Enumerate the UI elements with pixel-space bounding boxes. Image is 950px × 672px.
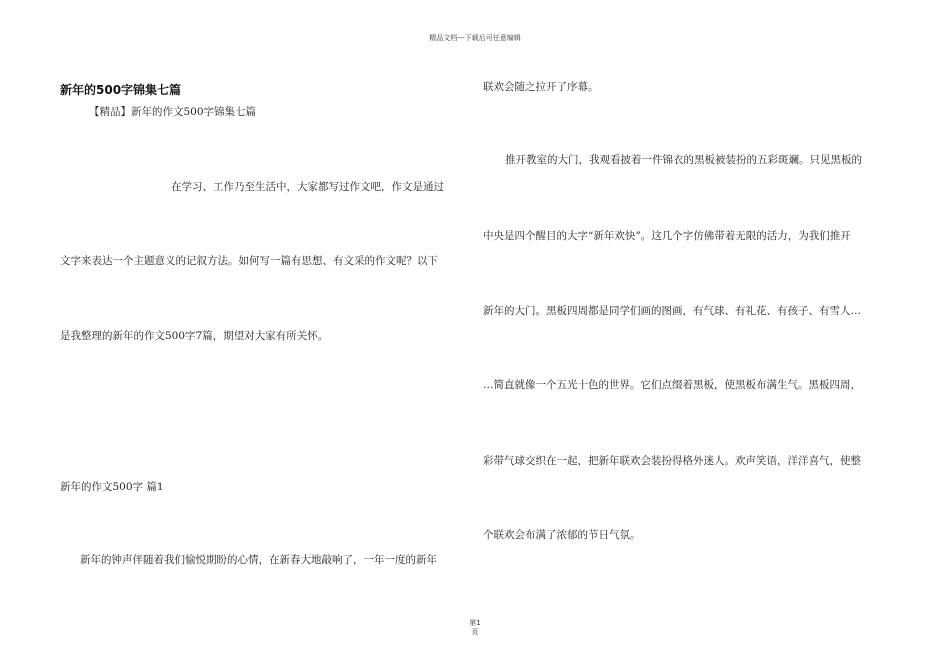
intro-line-1: 在学习、工作乃至生活中，大家都写过作文吧，作文是通过 (171, 181, 444, 193)
right-body-line-1: 联欢会随之拉开了序幕。 (483, 81, 599, 93)
intro-line-3: 是我整理的新年的作文500字7篇，期望对大家有所关怀。 (60, 330, 329, 342)
section-heading: 新年的作文500字 篇1 (60, 481, 164, 493)
page-unit: 页 (471, 628, 479, 636)
right-body-line-2: 推开教室的大门，我观看披着一件锦衣的黑板被装扮的五彩斑斓。只见黑板的 (505, 154, 862, 166)
left-body-line-1: 新年的钟声伴随着我们愉悦期盼的心情，在新春大地敲响了，一年一度的新年 (80, 554, 437, 566)
right-body-line-3: 中央是四个醒目的大字“新年欢快”。这几个字仿佛带着无限的活力，为我们推开 (483, 230, 851, 242)
page-footer (0, 619, 950, 637)
page-header: 精品文档---下载后可任意编辑 (429, 34, 521, 42)
document-subtitle: 【精品】新年的作文500字锦集七篇 (89, 106, 257, 118)
right-body-line-7: 个联欢会布满了浓郁的节日气氛。 (483, 529, 641, 541)
right-body-line-6: 彩带气球交织在一起，把新年联欢会装扮得格外迷人。欢声笑语，洋洋喜气，使整 (483, 455, 861, 467)
right-body-line-5: …简直就像一个五光十色的世界。它们点缀着黑板，使黑板布满生气。黑板四周， (483, 379, 861, 391)
document-title: 新年的500字锦集七篇 (60, 83, 182, 97)
page-number: 第1 (469, 619, 481, 627)
right-body-line-4: 新年的大门。黑板四周都是同学们画的图画，有气球、有礼花、有孩子、有雪人… (483, 305, 861, 317)
intro-line-2: 文字来表达一个主题意义的记叙方法。如何写一篇有思想、有文采的作文呢？以下 (60, 255, 438, 267)
